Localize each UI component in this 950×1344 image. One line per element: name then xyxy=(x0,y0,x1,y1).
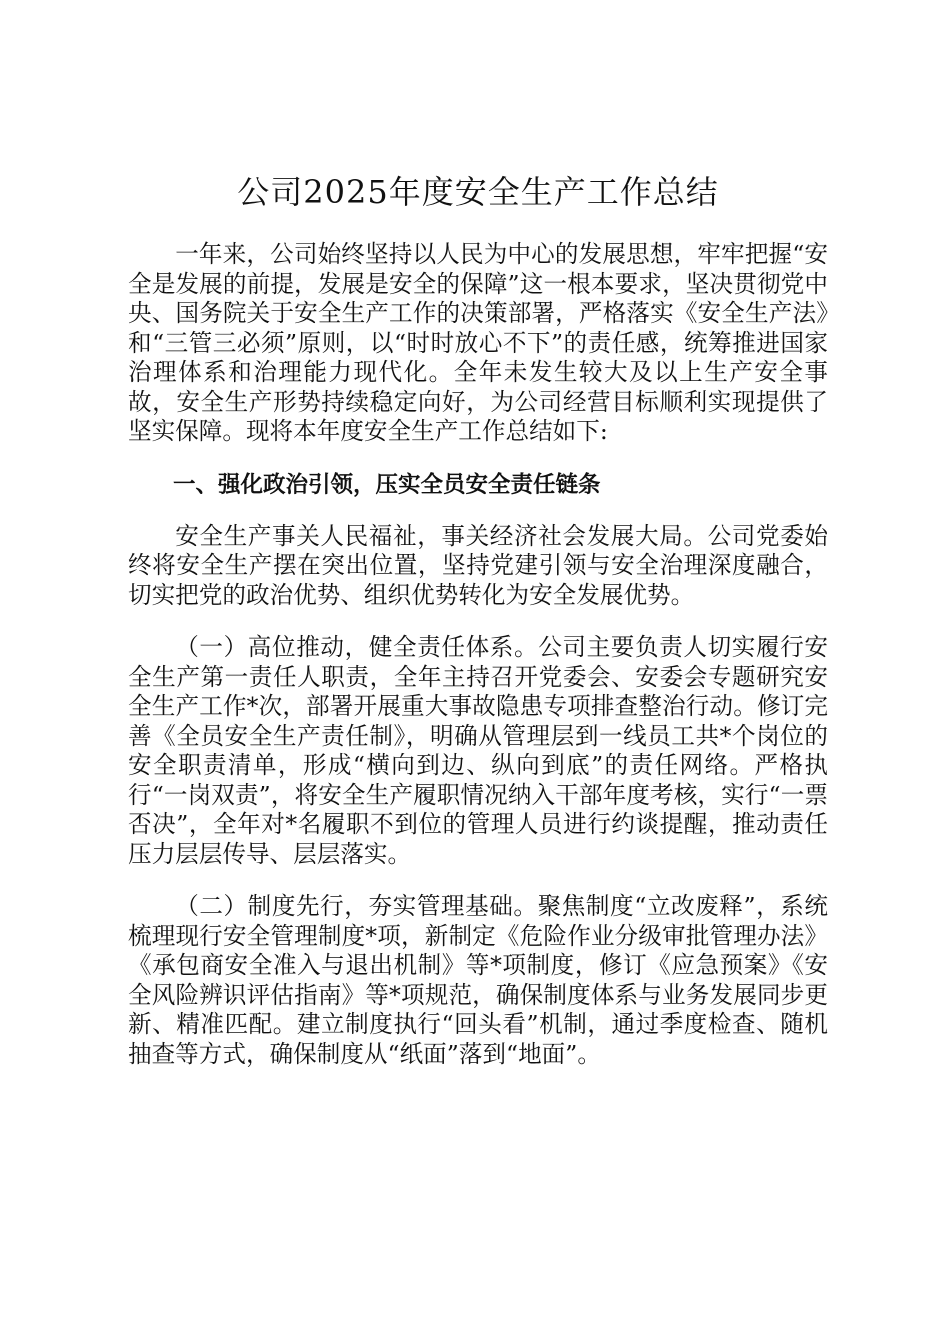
section-paragraph: 安全生产事关人民福祉，事关经济社会发展大局。公司党委始终将安全生产摆在突出位置，坚持党建引领与安全治理深度融合，切实把党的政治优势、组织优势转化为安全发展优势。 xyxy=(128,521,828,609)
intro-paragraph: 一年来，公司始终坚持以人民为中心的发展思想，牢牢把握“安全是发展的前提，发展是安全的保障”这一根本要求，坚决贯彻党中央、国务院关于安全生产工作的决策部署，严格落实《安全生产法》和“三管三必须”原则，以“时时放心不下”的责任感，统筹推进国家治理体系和治理能力现代化。全年未发生较大及以上生产安全事故，安全生产形势持续稳定向好，为公司经营目标顺利实现提供了坚实保障。现将本年度安全生产工作总结如下: xyxy=(128,240,828,445)
section-paragraph: （二）制度先行，夯实管理基础。聚焦制度“立改废释”，系统梳理现行安全管理制度*项，新制定《危险作业分级审批管理办法》《承包商安全准入与退出机制》等*项制度，修订《应急预案》《安全风险辨识评估指南》等*项规范，确保制度体系与业务发展同步更新、精准匹配。建立制度执行“回头看”机制，通过季度检查、随机抽查等方式，确保制度从“纸面”落到“地面”。 xyxy=(128,892,828,1068)
document-page xyxy=(128,160,828,1092)
section-heading: 一、强化政治引领，压实全员安全责任链条 xyxy=(173,471,601,498)
section-paragraph: （一）高位推动，健全责任体系。公司主要负责人切实履行安全生产第一责任人职责，全年主持召开党委会、安委会专题研究安全生产工作*次，部署开展重大事故隐患专项排查整治行动。修订完善《全员安全生产责任制》，明确从管理层到一线员工共*个岗位的安全职责清单，形成“横向到边、纵向到底”的责任网络。严格执行“一岗双责”，将安全生产履职情况纳入干部年度考核，实行“一票否决”，全年对*名履职不到位的管理人员进行约谈提醒，推动责任压力层层传导、层层落实。 xyxy=(128,633,828,868)
document-title: 公司2025年度安全生产工作总结 xyxy=(237,173,719,211)
